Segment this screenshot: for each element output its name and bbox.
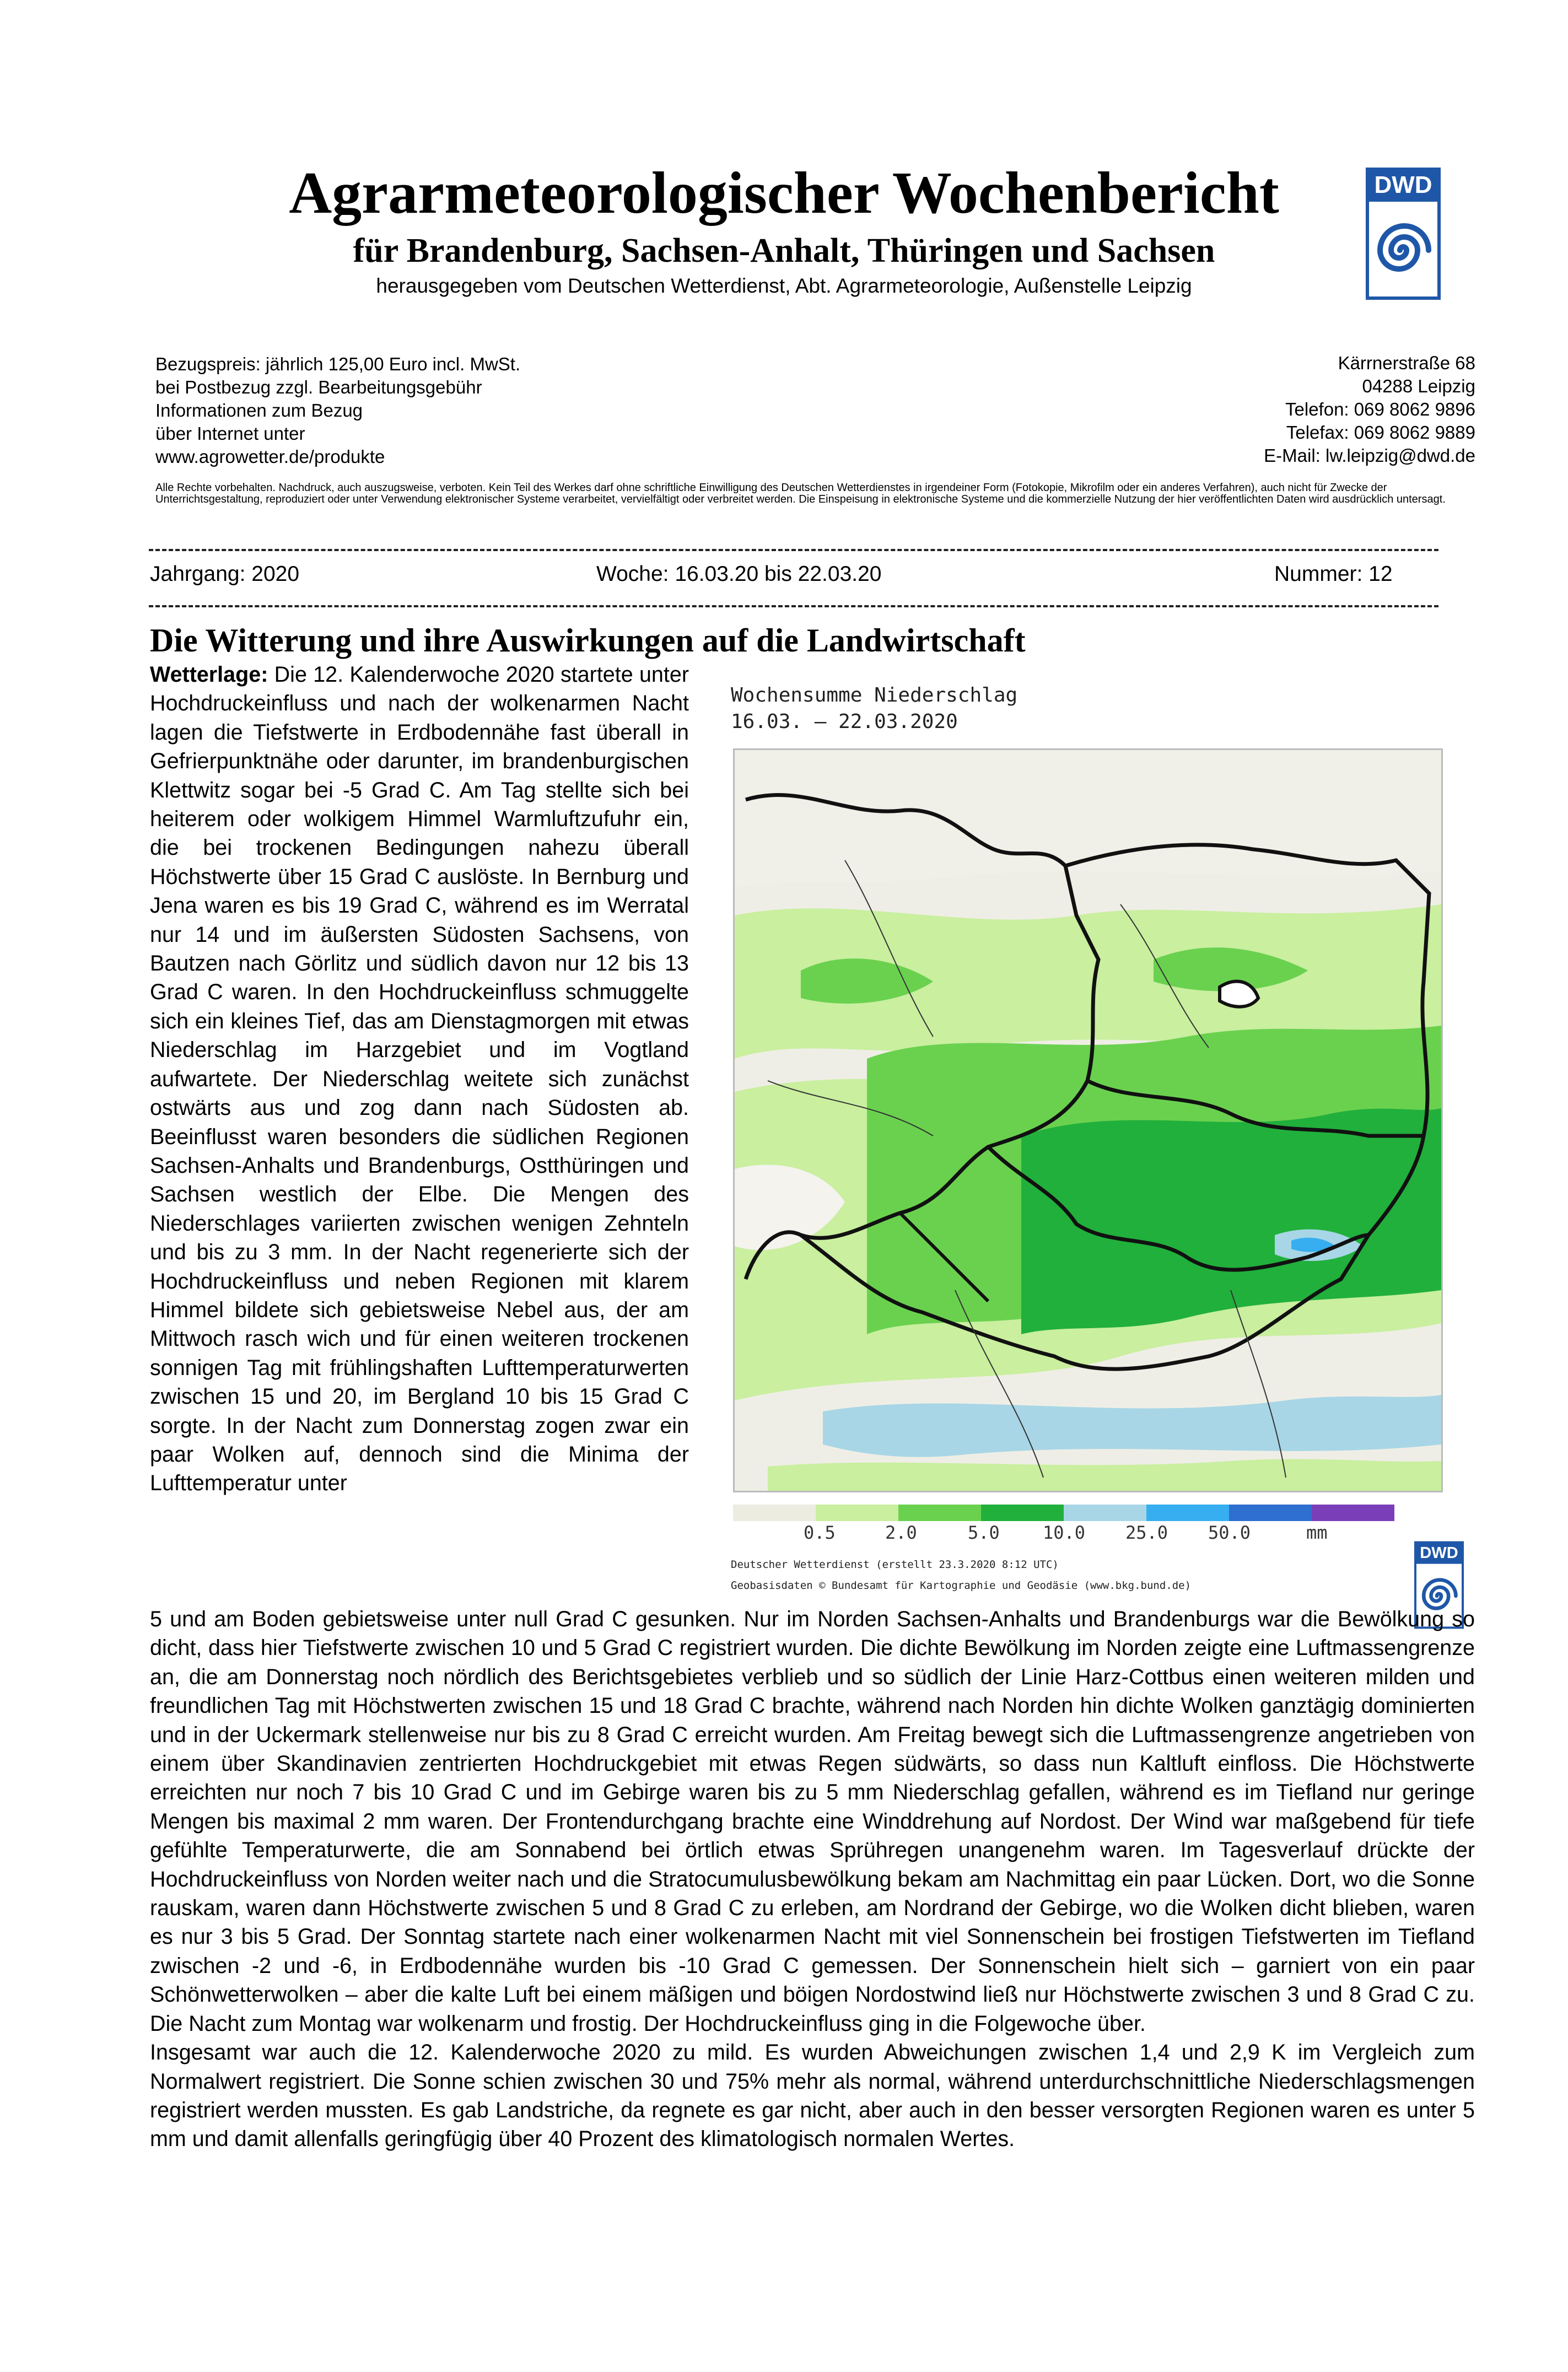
- dwd-logo: [1366, 168, 1441, 300]
- divider: [149, 549, 1438, 551]
- report-text-column: [150, 660, 689, 1498]
- issue-number: Nummer: 12: [1274, 562, 1393, 586]
- subscription-url: www.agrowetter.de/produkte: [155, 446, 385, 467]
- address-phone: Telefon: 069 8062 9896: [1285, 399, 1475, 419]
- rights-notice: Alle Rechte vorbehalten. Nachdruck, auch auszugsweise, verboten. Kein Teil des Werkes darf ohne schriftliche Einwilligung des Deutschen Wetterdienstes in irgendeiner Form (Fotokopie, Mikrofilm oder ein anderes Verfahren), auch nicht für Zwecke der Unterrichtsgestaltung, reproduziert oder unter Verwendung elektronischer Systeme verarbeitet, vervielfältigt oder verbreitet werden. Die Einspeisung in elektronische Systeme und die kommerzielle Nutzung der hier veröffentlichten Daten wird ausdrücklich untersagt.: [155, 482, 1446, 505]
- issue-line: [150, 562, 1401, 590]
- address-city: 04288 Leipzig: [1362, 376, 1475, 396]
- legend-color-2: [898, 1505, 981, 1521]
- report-text-part2: 5 und am Boden gebietsweise unter null Grad C gesunken. Nur im Norden Sachsen-Anhalts und Brandenburgs war die Bewölkung so dicht, dass hier Tiefstwerte zwischen 10 und 5 Grad C registriert wurden. Die dichte Bewölkung im Norden zeigte eine Luftmassengrenze an, die am Donnerstag noch nördlich des Berichtsgebietes verblieb und so südlich der Linie Harz-Cottbus einen weiteren milden und freundlichen Tag mit Höchstwerten zwischen 15 und 18 Grad C brachte, während nach Norden hin dichte Wolken ganztägig dominierten und in der Uckermark stellenweise nur bis zu 8 Grad C erreicht wurden. Am Freitag bewegt sich die Luftmassengrenze angetrieben von einem über Skandinavien zentrierten Hochdruckgebiet mit etwas Regen südwärts, so dass nun Kaltluft einfloss. Die Höchstwerte erreichten nur noch 7 bis 10 Grad C und im Gebirge waren bis zu 5 mm Niederschlag gefallen, während es im Tiefland nur geringe Mengen bis maximal 2 mm waren. Der Frontendurchgang brachte eine Winddrehung auf Nordost. Der Wind war maßgebend für tiefe gefühlte Temperaturwerte, die am Sonnabend bei örtlich etwas Sprühregen unangenehm waren. Im Tagesverlauf drückte der Hochdruckeinfluss von Norden weiter nach und die Stratocumulusbewölkung bekam am Nachmittag ein paar Lücken. Dort, wo die Sonne rauskam, waren dann Höchstwerte zwischen 5 und 8 Grad C zu erleben, am Nordrand der Gebirge, wo die Wolken dicht blieben, waren es nur 3 bis 5 Grad. Der Sonntag startete nach einer wolkenarmen Nacht mit viel Sonnenschein bei frostigen Tiefstwerten im Tiefland zwischen -2 und -6, in Erdbodennähe wurden bis -10 Grad C gemessen. Der Sonnenschein hielt sich – garniert von ein paar Schönwetterwolken – aber die kalte Luft bei einem mäßigen und böigen Nordostwind ließ nur Höchstwerte zwischen 3 und 8 Grad C zu. Die Nacht zum Montag war wolkenarm und frostig. Der Hochdruckeinfluss ging in die Folgewoche über.: [150, 1607, 1475, 2036]
- map-credit-geodata: Geobasisdaten © Bundesamt für Kartographie und Geodäsie (www.bkg.bund.de): [731, 1579, 1192, 1592]
- issue-week: Woche: 16.03.20 bis 22.03.20: [596, 562, 882, 586]
- legend-color-0: [733, 1505, 816, 1521]
- address-street: Kärrnerstraße 68: [1338, 353, 1475, 373]
- publisher-line: herausgegeben vom Deutschen Wetterdienst, Abt. Agrarmeteorologie, Außenstelle Leipzig: [376, 274, 1192, 297]
- map-title: [731, 682, 1017, 735]
- subscription-info-label: Informationen zum Bezug: [155, 400, 363, 421]
- map-title-line1: Wochensumme Niederschlag: [731, 684, 1018, 707]
- page-subtitle: für Brandenburg, Sachsen-Anhalt, Thüringen und Sachsen: [353, 232, 1215, 269]
- report-text-full-width: [150, 1605, 1475, 2154]
- wetterlage-label: Wetterlage:: [150, 662, 268, 687]
- map-title-line2: 16.03. – 22.03.2020: [731, 710, 958, 733]
- issue-year: Jahrgang: 2020: [150, 562, 300, 586]
- dwd-logo-text: DWD: [1374, 171, 1432, 198]
- section-title: Die Witterung und ihre Auswirkungen auf die Landwirtschaft: [150, 622, 1026, 659]
- legend-label: 5.0: [968, 1522, 1000, 1543]
- map-legend-labels: [733, 1522, 1394, 1544]
- legend-label: 10.0: [1043, 1522, 1086, 1543]
- legend-color-4: [1064, 1505, 1146, 1521]
- precipitation-map-canvas: [735, 750, 1441, 1491]
- dwd-logo-small-text: DWD: [1420, 1544, 1458, 1562]
- subscription-info: [155, 353, 520, 468]
- legend-color-6: [1229, 1505, 1312, 1521]
- divider: [149, 605, 1438, 607]
- contact-address: [1264, 352, 1475, 467]
- legend-unit: mm: [1306, 1522, 1328, 1543]
- legend-color-1: [816, 1505, 898, 1521]
- map-credit: Deutscher Wetterdienst (erstellt 23.3.2020 8:12 UTC): [731, 1559, 1059, 1571]
- legend-color-5: [1146, 1505, 1229, 1521]
- legend-color-7: [1312, 1505, 1394, 1521]
- subscription-internet: über Internet unter: [155, 423, 305, 444]
- subscription-price: Bezugspreis: jährlich 125,00 Euro incl. MwSt.: [155, 354, 521, 374]
- legend-label: 25.0: [1125, 1522, 1168, 1543]
- report-text-part1: Die 12. Kalenderwoche 2020 startete unter Hochdruckeinfluss und nach der wolkenarmen Nacht lagen die Tiefstwerte in Erdbodennähe fast überall in Gefrierpunktnähe oder darunter, im brandenburgischen Klettwitz sogar bei -5 Grad C. Am Tag stellte sich bei heiterem oder wolkigem Himmel Warmluftzufuhr ein, die bei trockenen Bedingungen nahezu überall Höchstwerte über 15 Grad C auslöste. In Bernburg und Jena waren es bis 19 Grad C, während es im Werratal nur 14 und im äußersten Südosten Sachsens, von Bautzen nach Görlitz und südlich davon nur 12 bis 13 Grad C waren. In den Hochdruckeinfluss schmuggelte sich ein kleines Tief, das am Dienstagmorgen mit etwas Niederschlag im Harzgebiet und im Vogtland aufwartete. Der Niederschlag weitete sich zunächst ostwärts aus und zog dann nach Südosten ab. Beeinflusst waren besonders die südlichen Regionen Sachsen-Anhalts und Brandenburgs, Ostthüringen und Sachsen westlich der Elbe. Die Mengen des Niederschlages variierten zwischen wenigen Zehnteln und bis zu 3 mm. In der Nacht regenerierte sich der Hochdruckeinfluss und neben Regionen mit klarem Himmel bildete sich gebietsweise Nebel aus, der am Mittwoch rasch wich und für einen weiteren trockenen sonnigen Tag mit frühlingshaften Lufttemperaturwerten zwischen 15 und 20, im Bergland 10 bis 15 Grad C sorgte. In der Nacht zum Donnerstag zogen zwar ein paar Wolken auf, dennoch sind die Minima der Lufttemperatur unter: [150, 662, 689, 1496]
- legend-label: 0.5: [804, 1522, 836, 1543]
- map-legend-bar: [733, 1505, 1394, 1521]
- legend-label: 2.0: [885, 1522, 917, 1543]
- precipitation-map: [733, 748, 1443, 1492]
- subscription-postal: bei Postbezug zzgl. Bearbeitungsgebühr: [155, 377, 482, 397]
- page-title: Agrarmeteorologischer Wochenbericht: [289, 160, 1279, 226]
- legend-color-3: [981, 1505, 1064, 1521]
- address-fax: Telefax: 069 8062 9889: [1286, 422, 1475, 443]
- report-text-summary: Insgesamt war auch die 12. Kalenderwoche 2020 zu mild. Es wurden Abweichungen zwischen 1,4 und 2,9 K im Vergleich zum Normalwert registriert. Die Sonne schien zwischen 30 und 75% mehr als normal, während unterdurchschnittliche Niederschlagsmengen registriert werden mussten. Es gab Landstriche, da regnete es gar nicht, aber auch in den besser versorgten Regionen waren es unter 5 mm und damit allenfalls geringfügig über 40 Prozent des klimatologisch normalen Wertes.: [150, 2040, 1475, 2152]
- address-email: E-Mail: lw.leipzig@dwd.de: [1264, 445, 1475, 466]
- legend-label: 50.0: [1208, 1522, 1251, 1543]
